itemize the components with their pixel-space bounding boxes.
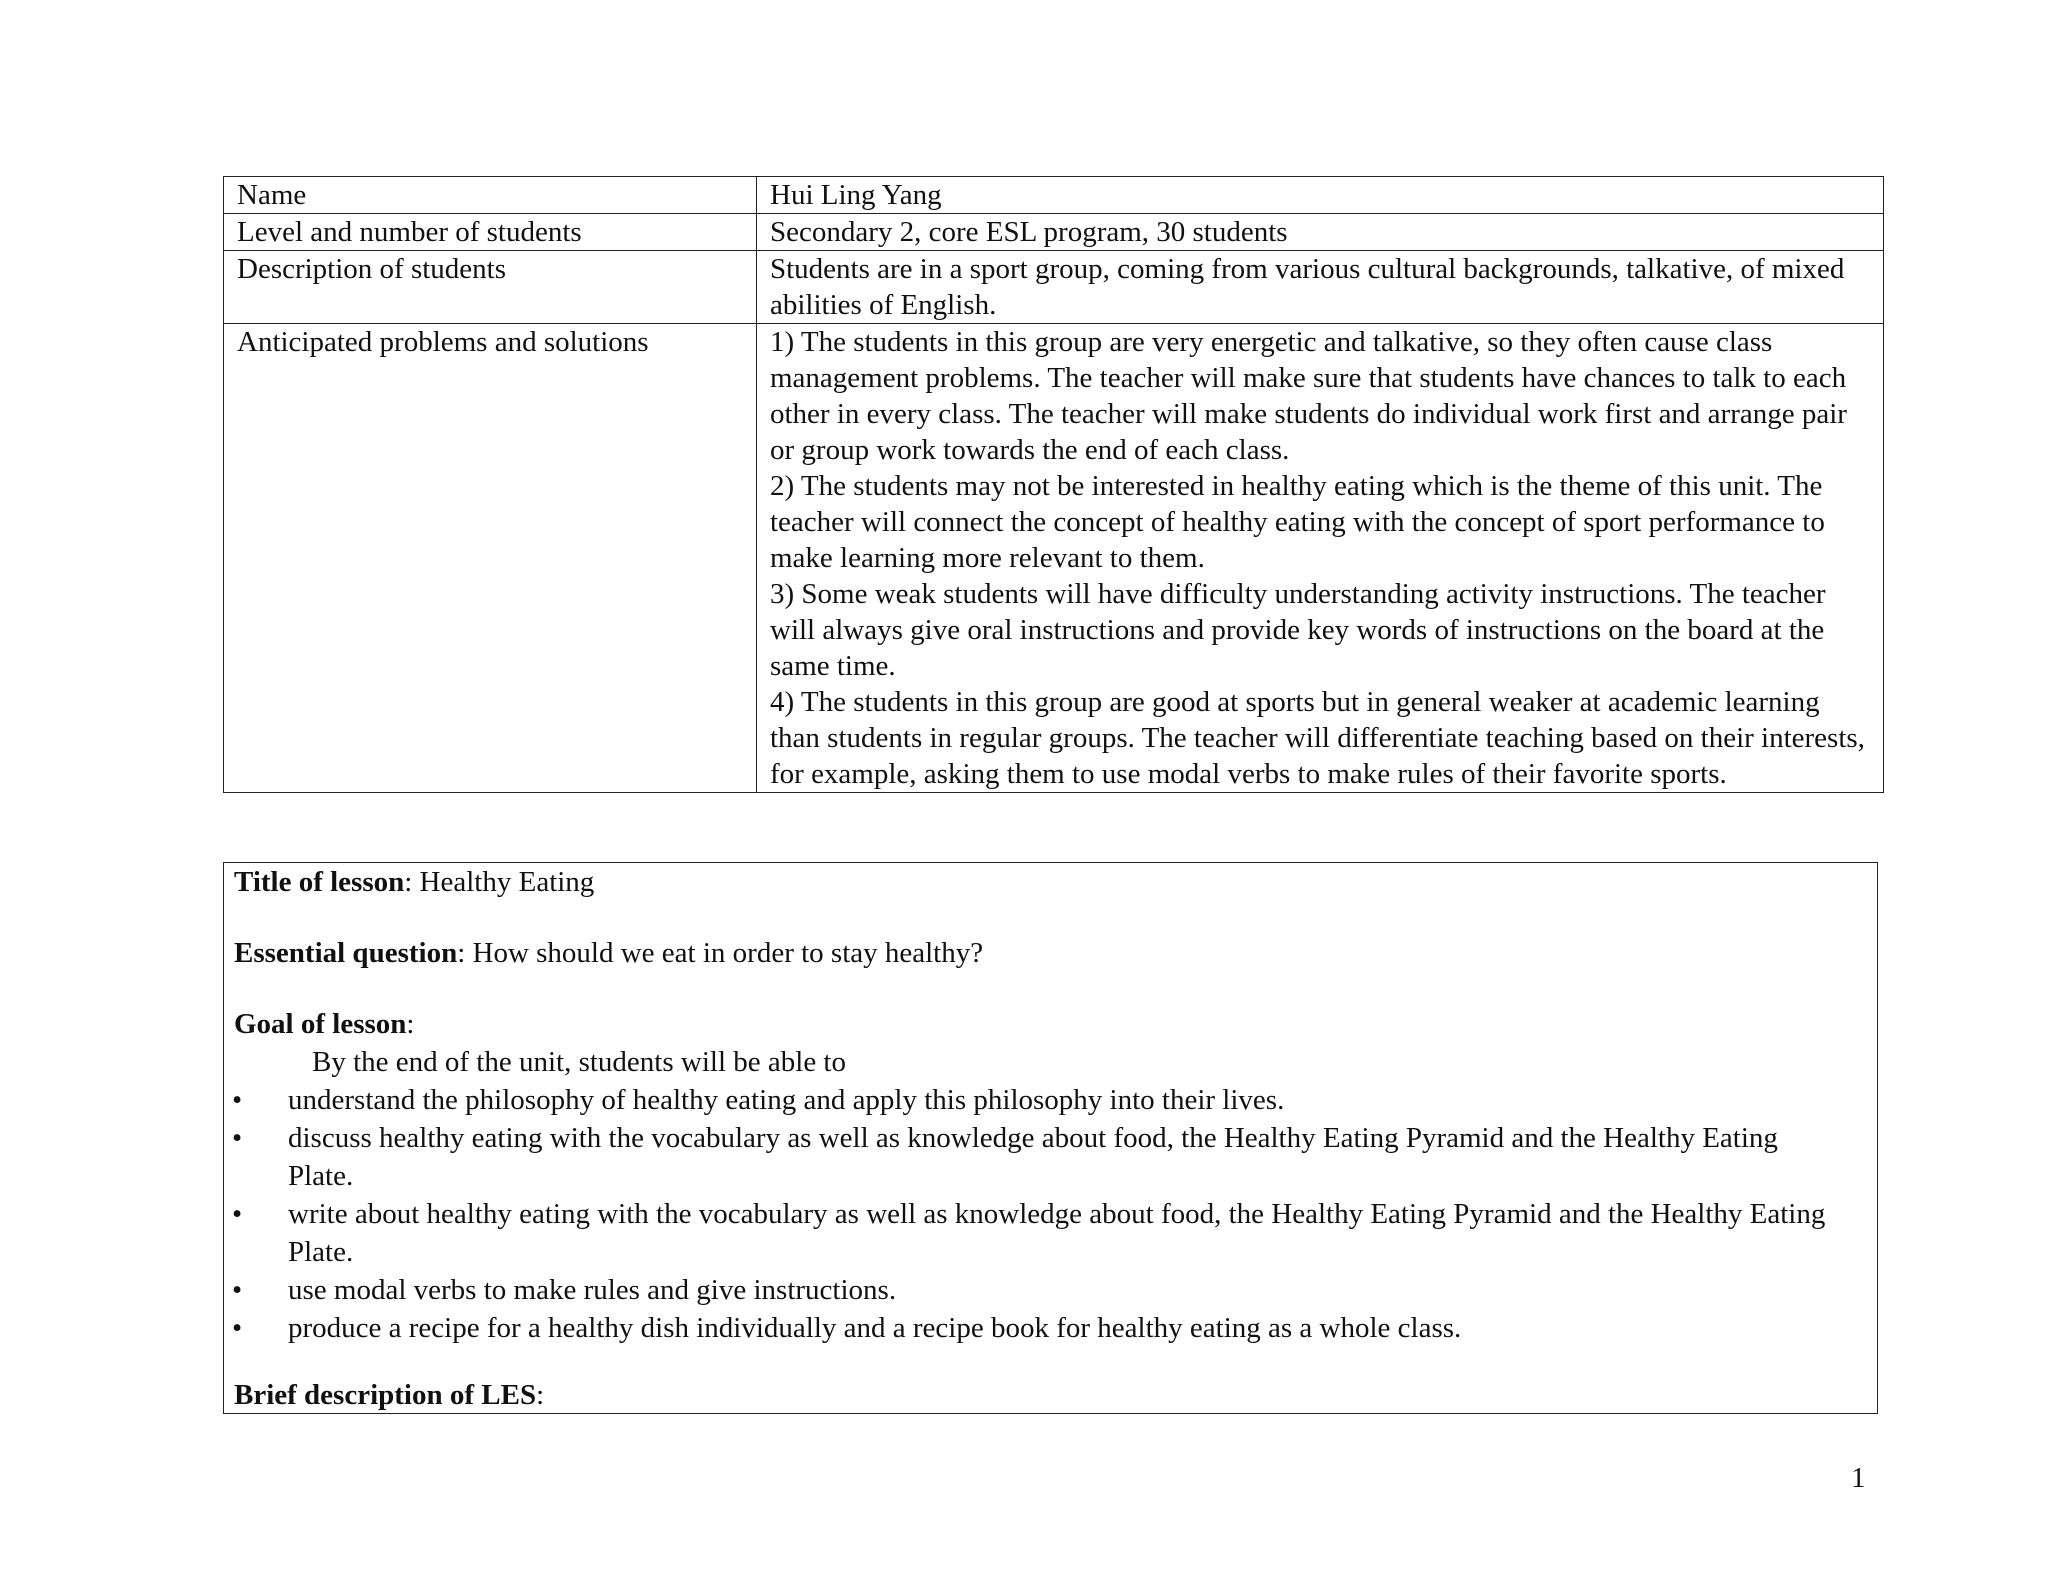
page-number: 1 [1851,1462,1866,1494]
row-value: Secondary 2, core ESL program, 30 students [757,214,1884,251]
row-label: Name [224,177,757,214]
lesson-title-label: Title of lesson [234,866,405,898]
table-row [224,214,1884,251]
student-info-table [223,176,1884,793]
table-row [224,251,1884,324]
bullet-icon: • [232,1274,243,1306]
problems-cell [757,324,1884,793]
list-item: write about healthy eating with the vocabulary as well as knowledge about food, the Healthy Eating Pyramid and the Healthy Eating Plate. [288,1198,1826,1268]
les-description-colon: : [536,1379,545,1411]
problem-item: 4) The students in this group are good at sports but in general weaker at academic learning than students in regular groups. The teacher will differentiate teaching based on their interests, for example, asking them to use modal verbs to make rules of their favorite sports. [770,686,1865,790]
les-description-label: Brief description of LES [234,1379,537,1411]
goal-label: Goal of lesson [234,1008,407,1040]
problem-item: 2) The students may not be interested in healthy eating which is the theme of this unit. The teacher will connect the concept of healthy eating with the concept of sport performance to make learning more relevant to them. [770,470,1825,574]
goal-colon: : [406,1008,415,1040]
essential-question-value: : How should we eat in order to stay healthy? [457,937,984,969]
row-value: Students are in a sport group, coming from various cultural backgrounds, talkative, of mixed abilities of English. [757,251,1884,324]
problem-item: 3) Some weak students will have difficulty understanding activity instructions. The teacher will always give oral instructions and provide key words of instructions on the board at the same time. [770,578,1826,682]
essential-question-line [234,934,983,972]
row-value: Hui Ling Yang [757,177,1884,214]
list-item: use modal verbs to make rules and give instructions. [288,1274,897,1306]
table-row [224,177,1884,214]
bullet-icon: • [232,1084,243,1116]
goal-intro: By the end of the unit, students will be able to [312,1046,846,1078]
bullet-icon: • [232,1122,243,1154]
bullet-icon: • [232,1198,243,1230]
list-item: understand the philosophy of healthy eating and apply this philosophy into their lives. [288,1084,1285,1116]
list-item: discuss healthy eating with the vocabulary as well as knowledge about food, the Healthy Eating Pyramid and the Healthy Eating Plate. [288,1122,1778,1192]
row-label: Description of students [224,251,757,324]
problem-item: 1) The students in this group are very energetic and talkative, so they often cause class management problems. The teacher will make sure that students have chances to talk to each other in every class. The teacher will make students do individual work first and arrange pair or group work towards the end of each class. [770,326,1847,466]
les-description-line [234,1376,544,1414]
table-row [224,324,1884,793]
row-label: Anticipated problems and solutions [224,324,757,793]
bullet-icon: • [232,1312,243,1344]
row-label: Level and number of students [224,214,757,251]
list-item: produce a recipe for a healthy dish individually and a recipe book for healthy eating as a whole class. [288,1312,1462,1344]
essential-question-label: Essential question [234,937,458,969]
lesson-plan-box [223,862,1878,1414]
lesson-title-line [234,863,594,901]
lesson-title-value: : Healthy Eating [404,866,595,898]
goal-line [234,1005,414,1043]
